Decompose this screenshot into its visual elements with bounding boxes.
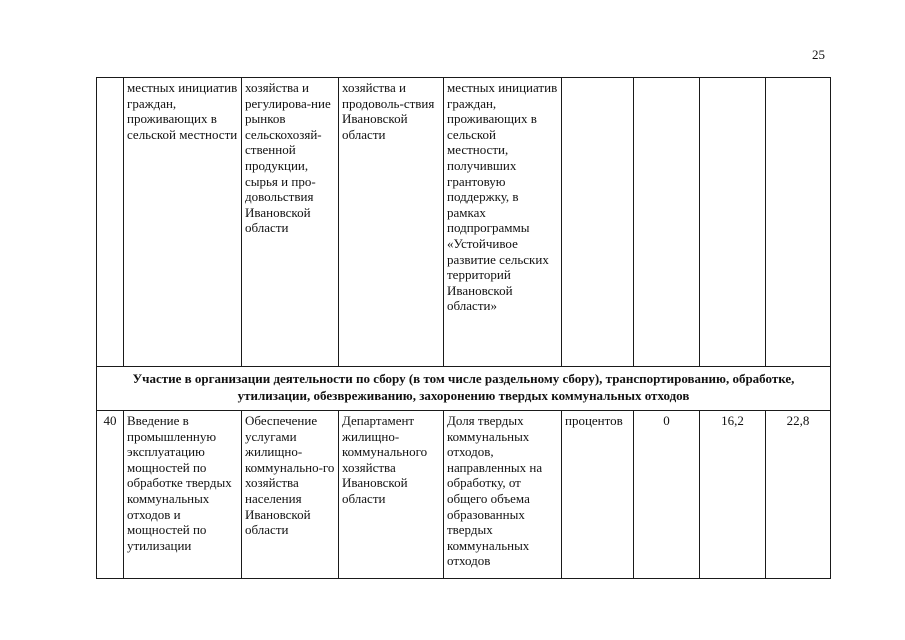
cell-responsible: Департамент жилищно-коммунального хозяйства Ивановской области bbox=[339, 411, 444, 579]
table-row-continued bbox=[97, 78, 831, 367]
table-row-40 bbox=[97, 411, 831, 579]
cell-responsible: хозяйства и продоволь-ствия Ивановской области bbox=[339, 78, 444, 367]
program-indicators-table bbox=[96, 77, 831, 579]
cell-event: Введение в промышленную эксплуатацию мощностей по обработке твердых коммунальных отходов и мощностей по утилизации bbox=[124, 411, 242, 579]
page-number: 25 bbox=[812, 47, 825, 62]
cell-indicator: Доля твердых коммунальных отходов, направленных на обработку, от общего объема образованных твердых коммунальных отходов bbox=[444, 411, 562, 579]
cell-unit: процентов bbox=[562, 411, 634, 579]
cell-unit bbox=[562, 78, 634, 367]
section-title: Участие в организации деятельности по сбору (в том числе раздельному сбору), транспортированию, обработке, утилизации, обезвреживанию, захоронению твердых коммунальных отходов bbox=[97, 367, 831, 411]
cell-value-2 bbox=[700, 78, 766, 367]
cell-indicator: местных инициатив граждан, проживающих в сельской местности, получивших грантовую поддержку, в рамках подпрограммы «Устойчивое развитие сельских территорий Ивановской области» bbox=[444, 78, 562, 367]
cell-value-1: 0 bbox=[634, 411, 700, 579]
cell-value-2: 16,2 bbox=[700, 411, 766, 579]
cell-value-1 bbox=[634, 78, 700, 367]
cell-value-3 bbox=[766, 78, 831, 367]
cell-event: местных инициатив граждан, проживающих в сельской местности bbox=[124, 78, 242, 367]
table-row-section bbox=[97, 367, 831, 411]
cell-value-3: 22,8 bbox=[766, 411, 831, 579]
cell-number bbox=[97, 78, 124, 367]
cell-program: хозяйства и регулирова-ние рынков сельскохозяй-ственной продукции, сырья и про-довольствия Ивановской области bbox=[242, 78, 339, 367]
cell-program: Обеспечение услугами жилищно-коммунально-го хозяйства населения Ивановской области bbox=[242, 411, 339, 579]
cell-number: 40 bbox=[97, 411, 124, 579]
